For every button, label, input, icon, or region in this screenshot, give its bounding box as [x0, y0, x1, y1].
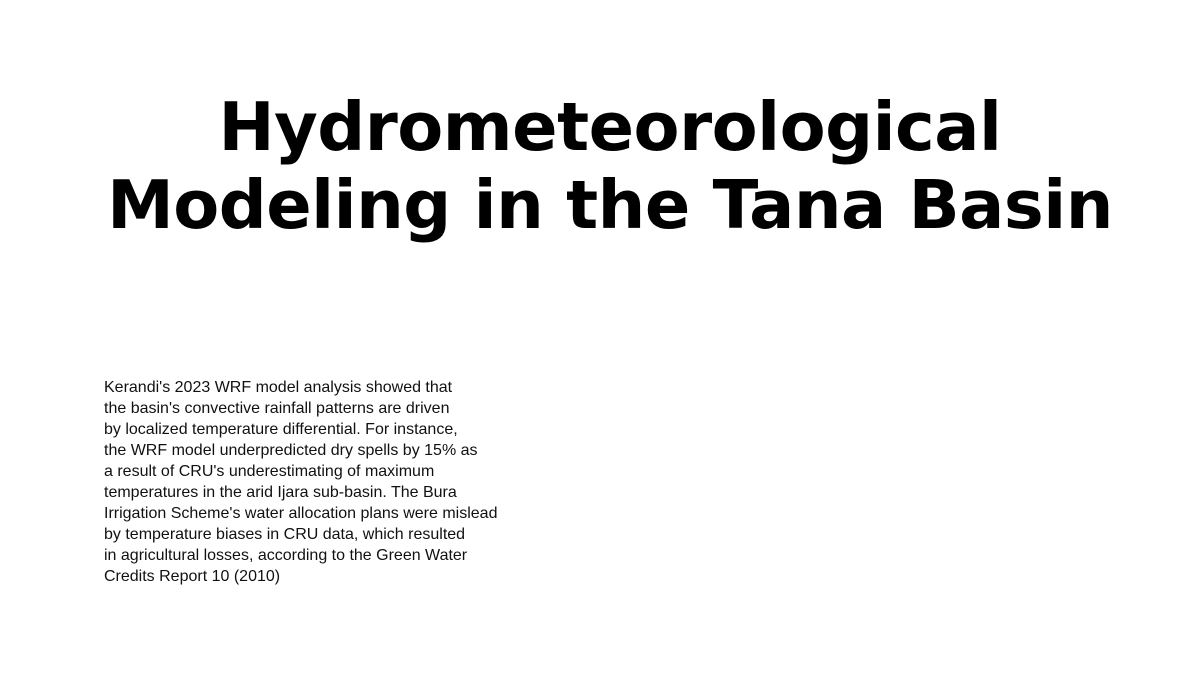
title-line-2: Modeling in the Tana Basin	[107, 166, 1113, 244]
body-line: Irrigation Scheme's water allocation plans were mislead	[104, 505, 498, 522]
body-paragraph	[104, 377, 574, 587]
body-line: in agricultural losses, according to the Green Water	[104, 547, 468, 564]
body-line: temperatures in the arid Ijara sub-basin. The Bura	[104, 484, 457, 501]
body-line: by localized temperature differential. For instance,	[104, 421, 458, 438]
title-line-1: Hydrometeorological	[218, 88, 1002, 166]
body-line: Credits Report 10 (2010)	[104, 568, 281, 585]
body-line: by temperature biases in CRU data, which resulted	[104, 526, 466, 543]
body-line: the WRF model underpredicted dry spells by 15% as	[104, 442, 478, 459]
body-line: a result of CRU's underestimating of maximum	[104, 463, 435, 480]
body-line: the basin's convective rainfall patterns are driven	[104, 400, 450, 417]
slide-title	[60, 88, 1160, 244]
body-line: Kerandi's 2023 WRF model analysis showed that	[104, 379, 453, 396]
